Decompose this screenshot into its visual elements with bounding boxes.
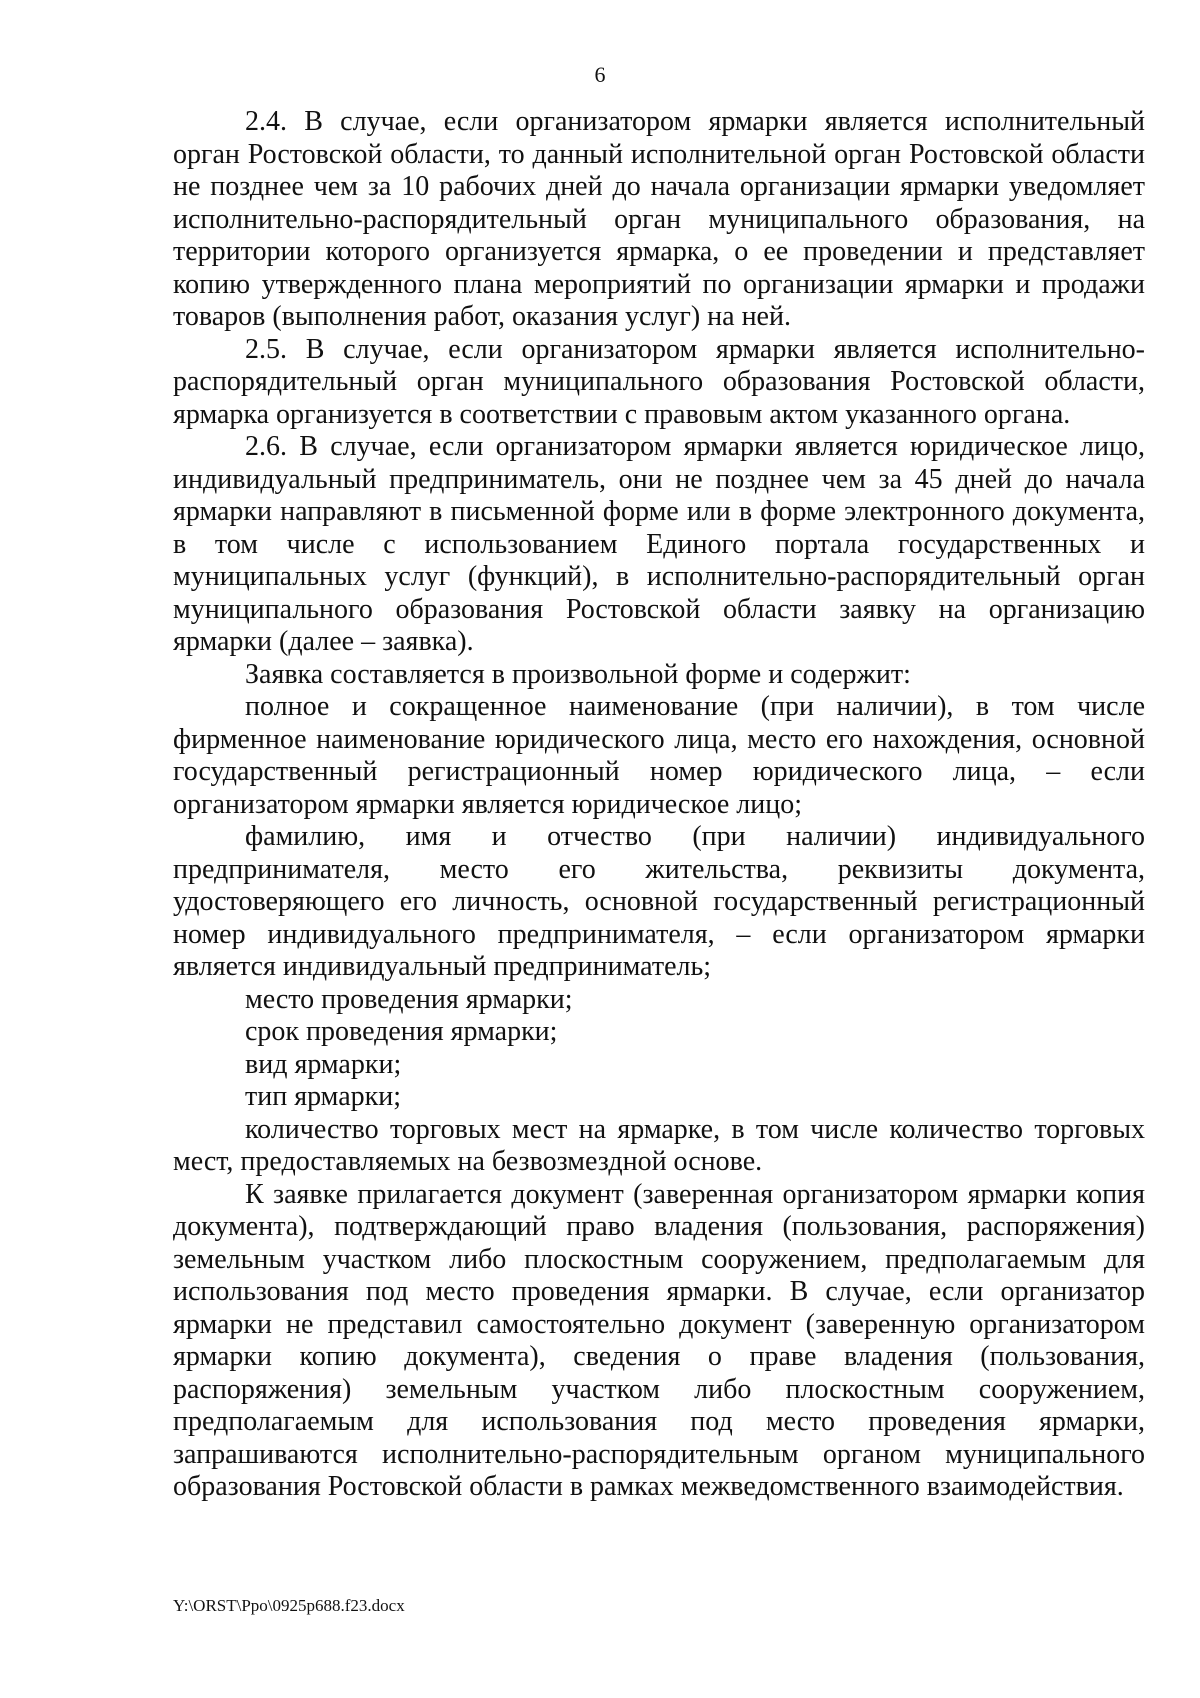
page-number: 6 <box>594 62 606 87</box>
list-item-location: место проведения ярмарки; <box>245 983 573 1015</box>
list-item-places: количество торговых мест на ярмарке, в том числе количество торговых мест, предоставляемых на безвозмездной основе. <box>173 1113 1145 1177</box>
paragraph-2-4: 2.4. В случае, если организатором ярмарки является исполнительный орган Ростовской области, то данный исполнительной орган Ростовской области не позднее чем за 10 рабочих дней до начала организации ярмарки уведомляет исполнительно-распорядительный орган муниципального образования, на территории которого организуется ярмарка, о ее проведении и представляет копию утвержденного плана мероприятий по организации ярмарки и продажи товаров (выполнения работ, оказания услуг) на ней. <box>173 106 1145 332</box>
paragraph-2-6: 2.6. В случае, если организатором ярмарки является юридическое лицо, индивидуальный предприниматель, они не позднее чем за 45 дней до начала ярмарки направляют в письменной форме или в форме электронного документа, в том числе с использованием Единого портала государственных и муниципальных услуг (функций), в исполнительно-распорядительный орган муниципального образования Ростовской области заявку на организацию ярмарки (далее – заявка). <box>173 431 1145 657</box>
list-item-entrepreneur: фамилию, имя и отчество (при наличии) индивидуального предпринимателя, место его жительства, реквизиты документа, удостоверяющего его личность, основной государственный регистрационный номер индивидуального предпринимателя, – если организатором ярмарки является индивидуальный предприниматель; <box>173 821 1145 982</box>
list-item-term: срок проведения ярмарки; <box>245 1016 558 1047</box>
application-intro: Заявка составляется в произвольной форме и содержит: <box>245 658 911 690</box>
list-item-kind: вид ярмарки; <box>245 1048 402 1080</box>
list-item-type: тип ярмарки; <box>245 1081 401 1112</box>
paragraph-2-5: 2.5. В случае, если организатором ярмарки является исполнительно-распорядительный орган муниципального образования Ростовской области, ярмарка организуется в соответствии с правовым актом указанного органа. <box>173 333 1145 430</box>
footer-file-path: Y:\ORST\Ppo\0925p688.f23.docx <box>173 1596 405 1615</box>
document-body <box>173 106 1145 1504</box>
paragraph-attachment: К заявке прилагается документ (заверенная организатором ярмарки копия документа), подтверждающий право владения (пользования, распоряжения) земельным участком либо плоскостным сооружением, предполагаемым для использования под место проведения ярмарки. В случае, если организатор ярмарки не представил самостоятельно документ (заверенную организатором ярмарки копию документа), сведения о праве владения (пользования, распоряжения) земельным участком либо плоскостным сооружением, предполагаемым для использования под место проведения ярмарки, запрашиваются исполнительно-распорядительным органом муниципального образования Ростовской области в рамках межведомственного взаимодействия. <box>173 1178 1145 1502</box>
list-item-legal-entity: полное и сокращенное наименование (при наличии), в том числе фирменное наименование юридического лица, место его нахождения, основной государственный регистрационный номер юридического лица, – если организатором ярмарки является юридическое лицо; <box>173 691 1145 820</box>
